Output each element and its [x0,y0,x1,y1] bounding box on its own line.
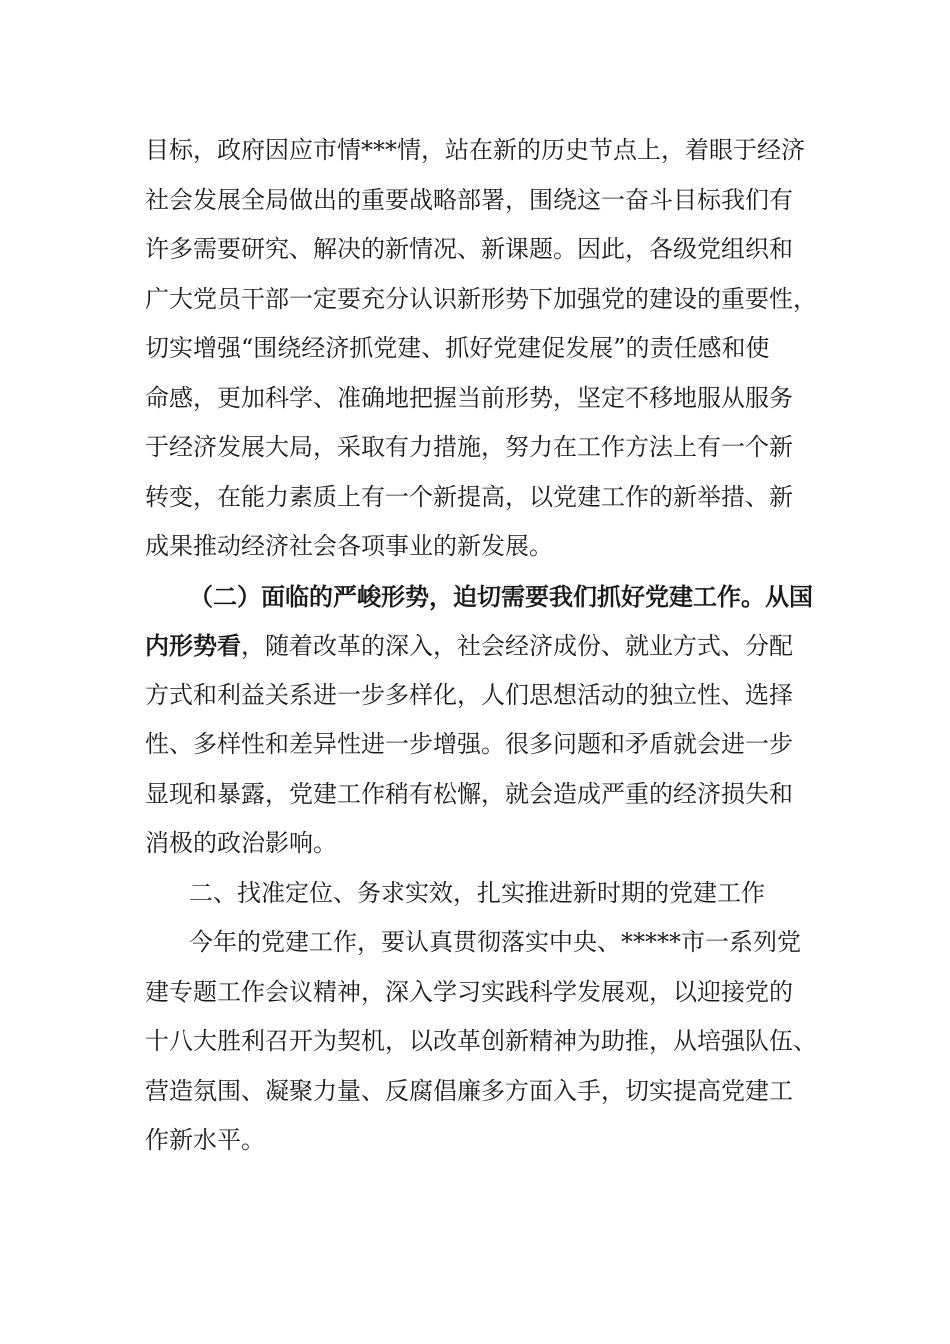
paragraph-1 [145,126,817,572]
paragraph-2 [145,572,813,869]
paragraph-line: 广大党员干部一定要充分认识新形势下加强党的建设的重要性， [145,284,817,313]
paragraph-line: 许多需要研究、解决的新情况、新课题。因此，各级党组织和 [145,235,793,263]
paragraph-line: 目标，政府因应市情***情，站在新的历史节点上，着眼于经济 [145,136,805,164]
paragraph-line: 切实增强“围绕经济抓党建、抓好党建促发展”的责任感和使 [145,334,770,362]
paragraph-line: 作新水平。 [145,1126,265,1154]
paragraph-line: 十八大胜利召开为契机，以改革创新精神为助推，从培强队伍、 [145,1027,817,1055]
document-body [145,126,817,1166]
paragraph-line: 性、多样性和差异性进一步增强。很多问题和矛盾就会进一步 [145,730,793,758]
bold-lead-text: 内形势看 [145,631,241,660]
paragraph-line: 显现和暴露，党建工作稍有松懈，就会造成严重的经济损失和 [145,779,793,808]
paragraph-line: 方式和利益关系进一步多样化，人们思想活动的独立性、选择 [145,680,793,709]
paragraph-line: 社会发展全局做出的重要战略部署，围绕这一奋斗目标我们有 [145,185,793,214]
paragraph-text: ，随着改革的深入，社会经济成份、就业方式、分配 [241,632,793,660]
section-heading [145,869,810,919]
paragraph-line: 命感，更加科学、准确地把握当前形势，坚定不移地服从服务 [145,383,793,412]
paragraph-line: 建专题工作会议精神，深入学习实践科学发展观，以迎接党的 [145,977,793,1006]
paragraph-line: 成果推动经济社会各项事业的新发展。 [145,532,553,560]
bold-lead-line: （二）面临的严峻形势，迫切需要我们抓好党建工作。从国 [189,581,813,611]
paragraph-line: 营造氛围、凝聚力量、反腐倡廉多方面入手，切实提高党建工 [145,1076,793,1105]
paragraph-line: 今年的党建工作，要认真贯彻落实中央、*****市一系列党 [189,928,801,956]
paragraph-line: 消极的政治影响。 [145,829,337,857]
section-heading-text: 二、找准定位、务求实效，扎实推进新时期的党建工作 [189,878,765,907]
paragraph-3 [145,918,817,1166]
paragraph-line [145,621,810,671]
paragraph-line: 于经济发展大局，采取有力措施，努力在工作方法上有一个新 [145,433,793,461]
paragraph-line: 转变，在能力素质上有一个新提高，以党建工作的新举措、新 [145,482,793,511]
